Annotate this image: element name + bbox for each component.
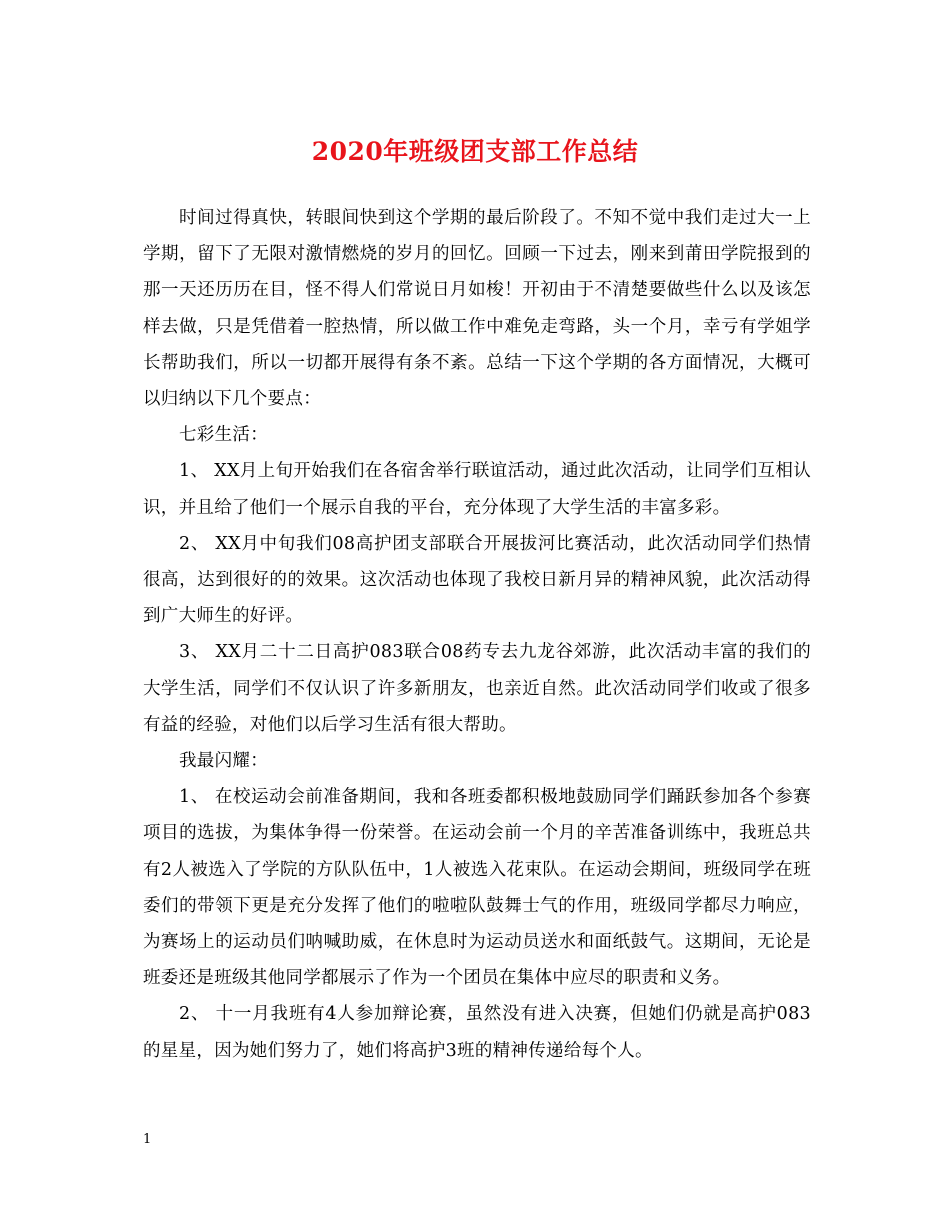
paragraph-item: 2、 XX月中旬我们08高护团支部联合开展拔河比赛活动，此次活动同学们热情很高，达到很好的的效果。这次活动也体现了我校日新月异的精神风貌，此次活动得到广大师生的好评。 [143, 533, 811, 627]
paragraph-item: 1、 XX月上旬开始我们在各宿舍举行联谊活动，通过此次活动，让同学们互相认识，并且给了他们一个展示自我的平台，充分体现了大学生活的丰富多彩。 [143, 461, 811, 518]
page-number: 1 [143, 1132, 152, 1147]
document-title: 2020年班级团支部工作总结 [311, 137, 639, 166]
paragraph-item: 2、 十一月我班有4人参加辩论赛，虽然没有进入决赛，但她们仍就是高护083的星星，因为她们努力了，她们将高护3班的精神传递给每个人。 [143, 1004, 811, 1061]
section-heading-shining: 我最闪耀： [179, 751, 268, 772]
paragraph-item: 3、 XX月二十二日高护083联合08药专去九龙谷郊游，此次活动丰富的我们的大学生活，同学们不仅认识了许多新朋友，也亲近自然。此次活动同学们收或了很多有益的经验，对他们以后学习生活有很大帮助。 [143, 642, 811, 735]
document-body [143, 200, 811, 1069]
paragraph-item: 1、 在校运动会前准备期间，我和各班委都积极地鼓励同学们踊跃参加各个参赛项目的选拔，为集体争得一份荣誉。在运动会前一个月的辛苦准备训练中，我班总共有2人被选入了学院的方队队伍中，1人被选入花束队。在运动会期间，班级同学在班委们的带领下更是充分发挥了他们的啦啦队鼓舞士气的作用，班级同学都尽力响应，为赛场上的运动员们呐喊助威，在休息时为运动员送水和面纸鼓气。这期间，无论是班委还是班级其他同学都展示了作为一个团员在集体中应尽的职责和义务。 [143, 787, 811, 989]
paragraph-intro: 时间过得真快，转眼间快到这个学期的最后阶段了。不知不觉中我们走过大一上学期，留下了无限对激情燃烧的岁月的回忆。回顾一下过去，刚来到莆田学院报到的那一天还历历在目，怪不得人们常说日月如梭！开初由于不清楚要做些什么以及该怎样去做，只是凭借着一腔热情，所以做工作中难免走弯路，头一个月，幸亏有学姐学长帮助我们，所以一切都开展得有条不紊。总结一下这个学期的各方面情况，大概可以归纳以下几个要点： [143, 208, 811, 410]
section-heading-colorful-life: 七彩生活： [179, 425, 268, 446]
